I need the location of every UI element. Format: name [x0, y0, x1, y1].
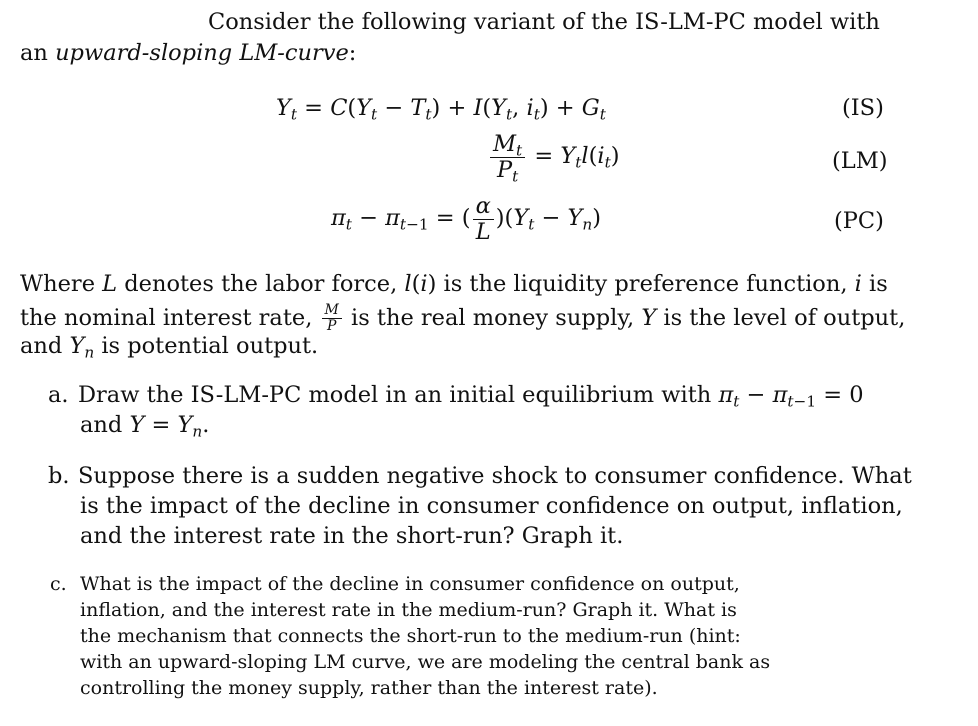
definitions-line-2: the nominal interest rate, $\frac{M}{P}$ is the real money supply, Y is the level of output, — [20, 302, 906, 335]
intro-line-2 — [20, 42, 356, 65]
alpha-over-l-fraction: $\frac{\alpha}{L}$ — [473, 195, 494, 243]
question-c-label: c. — [50, 573, 67, 595]
question-b-line-3: and the interest rate in the short-run? Graph it. — [80, 523, 624, 549]
definitions-line-3: and $Y_n$ is potential output. — [20, 333, 319, 362]
definitions-line-1: Where L denotes the labor force, l(i) is the liquidity preference function, i is — [20, 271, 888, 297]
question-c-line-3: the mechanism that connects the short-run to the medium-run (hint: — [80, 625, 741, 647]
question-c-line-2: inflation, and the interest rate in the medium-run? Graph it. What is — [80, 599, 737, 621]
intro-emphasis: upward-sloping LM-curve — [55, 40, 349, 66]
lm-equation: $\frac{M_t}{P_t}$ = $Y_tl(i_t)$ — [488, 133, 620, 181]
pc-equation: $\pi_t - \pi_{t-1}$ = ( $\frac{\alpha}{L}$ )$(Y_t - Y_n)$ — [331, 193, 602, 245]
is-equation: $Y_t = C(Y_t - T_t) + I(Y_t$, $i_t) + G_t$ — [276, 95, 606, 124]
is-tag: (IS) — [842, 95, 884, 121]
question-b-line-2: is the impact of the decline in consumer confidence on output, inflation, — [80, 493, 903, 519]
lm-tag: (LM) — [832, 148, 888, 174]
question-c-line-5: controlling the money supply, rather than the interest rate). — [80, 677, 658, 699]
m-over-p-fraction: $\frac{M}{P}$ — [322, 304, 342, 334]
question-b-label: b. — [48, 463, 70, 489]
question-b-line-1: b. Suppose there is a sudden negative shock to consumer confidence. What — [48, 463, 912, 489]
pc-tag: (PC) — [834, 208, 884, 234]
intro-line-1: Consider the following variant of the IS-LM-PC model with — [208, 9, 880, 35]
question-c-line-1: c. What is the impact of the decline in consumer confidence on output, — [50, 573, 740, 595]
question-a-line-1: a. Draw the IS-LM-PC model in an initial equilibrium with $\pi_t - \pi_{t-1} = 0$ — [48, 382, 864, 411]
money-supply-fraction: $\frac{M_t}{P_t}$ — [490, 133, 525, 181]
question-a-label: a. — [48, 382, 69, 408]
intro-suffix: : — [348, 40, 357, 66]
question-a-line-2: and $Y = Y_n$. — [80, 412, 210, 441]
question-c-line-4: with an upward-sloping LM curve, we are modeling the central bank as — [80, 651, 771, 673]
intro-prefix: an — [20, 40, 56, 66]
